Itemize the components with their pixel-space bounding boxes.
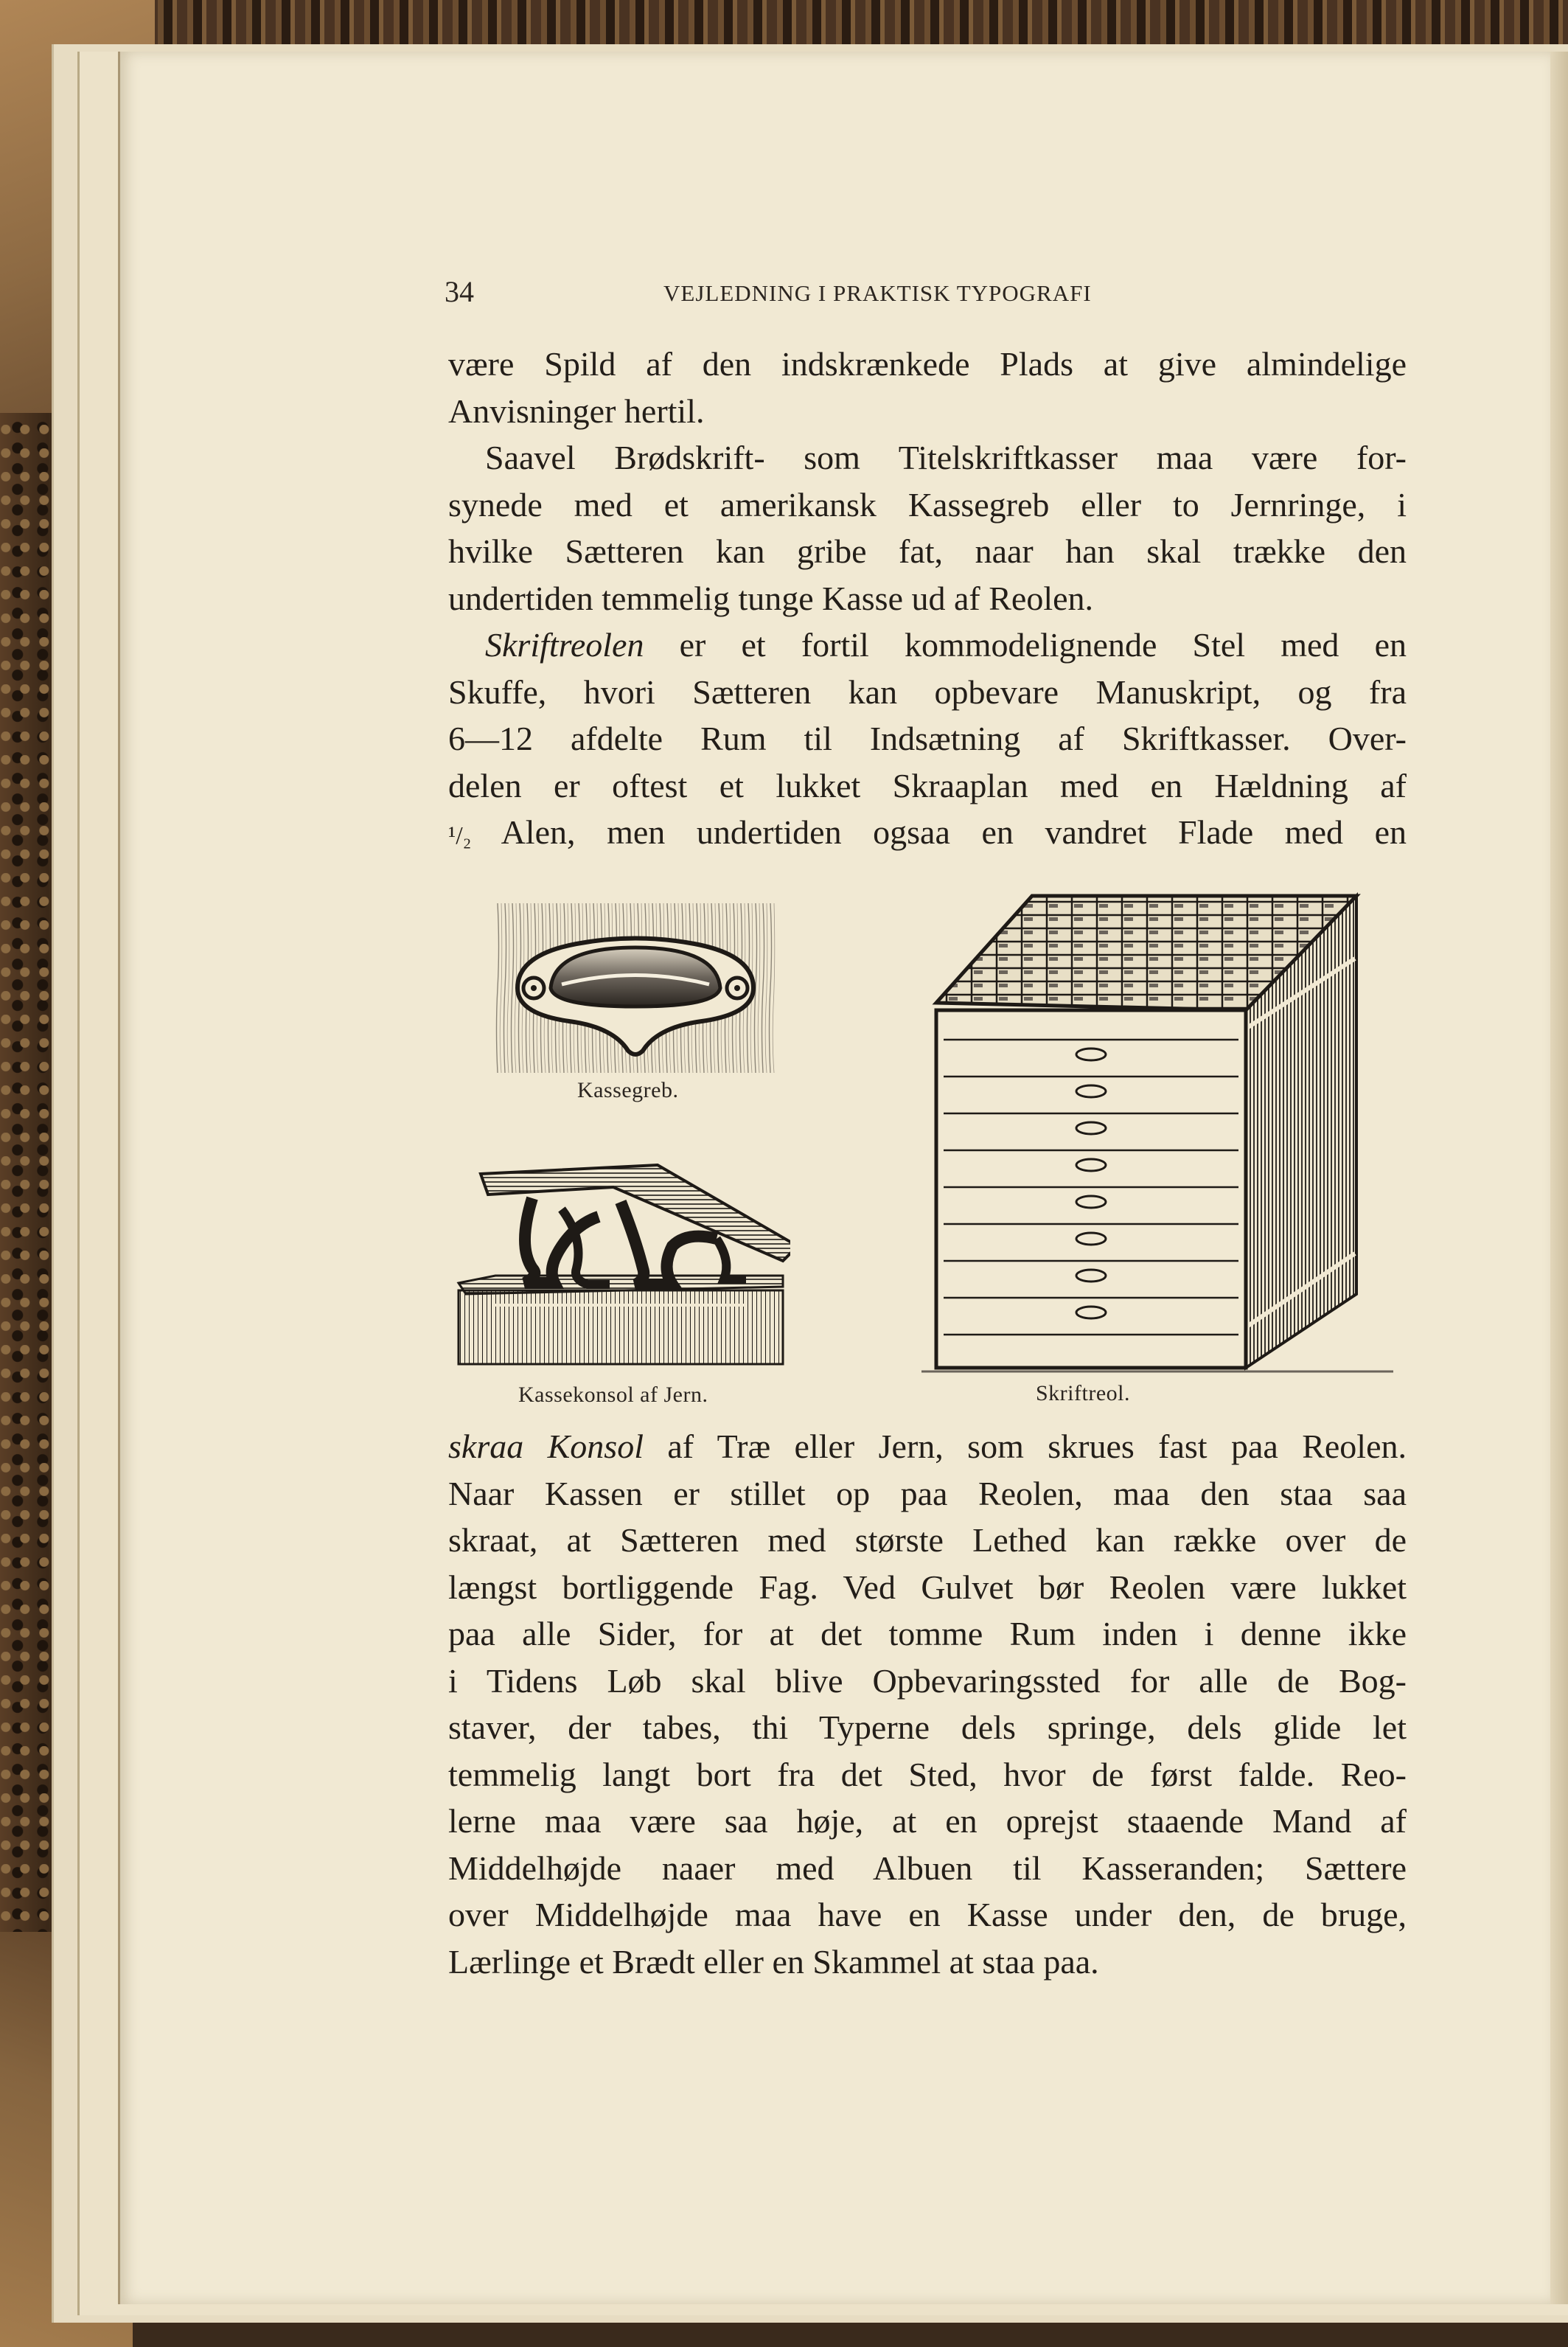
- text-line: Lærlinge et Brædt eller en Skammel at staa paa.: [448, 1942, 1099, 1981]
- fraction: ¹/₂: [448, 822, 472, 849]
- text-fragment: Alen, men undertiden ogsaa en vandret Flade med en: [501, 813, 1407, 851]
- running-head: [445, 274, 1182, 319]
- kassekonsol-illustration: [451, 1158, 790, 1368]
- text-line: hvilke Sætteren kan gribe fat, naar han skal trække den: [448, 532, 1407, 570]
- text-line: Skuffe, hvori Sætteren kan opbevare Manuskript, og fra: [448, 672, 1407, 711]
- page-edge-right: [1550, 52, 1568, 2304]
- text-line: længst bortliggende Fag. Ved Gulvet bør Reolen være lukket: [448, 1568, 1407, 1606]
- text-line: 6—12 afdelte Rum til Indsætning af Skriftkasser. Over-: [448, 720, 1407, 757]
- text-line: over Middelhøjde maa have en Kasse under den, de bruge,: [448, 1896, 1407, 1933]
- text-line: delen er oftest et lukket Skraaplan med en Hældning af: [448, 766, 1407, 804]
- text-line: Saavel Brødskrift- som Titelskriftkasser maa være for-: [485, 439, 1407, 476]
- figure-kassegreb: [495, 903, 776, 1073]
- figure-skriftreol: [921, 889, 1401, 1375]
- page-number: 34: [445, 275, 474, 308]
- caption-kassegreb: Kassegreb.: [577, 1078, 679, 1102]
- text-line: undertiden temmelig tunge Kasse ud af Reolen.: [448, 579, 1094, 617]
- text-line: være Spild af den indskrænkede Plads at give almindelige: [448, 345, 1407, 383]
- figure-kassekonsol: [451, 1158, 790, 1368]
- text-line: Naar Kassen er stillet op paa Reolen, maa den staa saa: [448, 1474, 1407, 1512]
- running-head-title: VEJLEDNING I PRAKTISK TYPOGRAFI: [663, 280, 1092, 306]
- text-line: staver, der tabes, thi Typerne dels springe, dels glide let: [448, 1708, 1407, 1746]
- text-line: [448, 1423, 1407, 1470]
- text-fragment: er et fortil kommodelignende Stel med en: [679, 626, 1407, 664]
- skriftreol-illustration: [921, 889, 1401, 1375]
- text-line: lerne maa være saa høje, at en oprejst staaende Mand af: [448, 1802, 1407, 1840]
- text-line: synede med et amerikansk Kassegreb eller to Jernringe, i: [448, 485, 1407, 524]
- body-text-top: [448, 341, 1407, 860]
- italic-term: skraa Konsol: [448, 1428, 644, 1465]
- caption-kassekonsol: Kassekonsol af Jern.: [518, 1383, 708, 1407]
- text-line: i Tidens Løb skal blive Opbevaringssted for alle de Bog-: [448, 1661, 1407, 1700]
- text-line: Middelhøjde naaer med Albuen til Kasseranden; Sættere: [448, 1849, 1407, 1887]
- text-line: [448, 809, 1407, 860]
- text-line: Anvisninger hertil.: [448, 392, 705, 430]
- text-line: [448, 622, 1407, 669]
- body-text-bottom: [448, 1423, 1407, 1985]
- text-fragment: af Træ eller Jern, som skrues fast paa Reolen.: [667, 1428, 1407, 1465]
- text-line: skraat, at Sætteren med største Lethed kan række over de: [448, 1521, 1407, 1559]
- kassegreb-illustration: [495, 903, 776, 1073]
- italic-term: Skriftreolen: [485, 626, 644, 664]
- text-line: paa alle Sider, for at det tomme Rum inden i denne ikke: [448, 1615, 1407, 1652]
- text-line: temmelig langt bort fra det Sted, hvor de først falde. Reo-: [448, 1755, 1407, 1793]
- caption-skriftreol: Skriftreol.: [1036, 1381, 1130, 1405]
